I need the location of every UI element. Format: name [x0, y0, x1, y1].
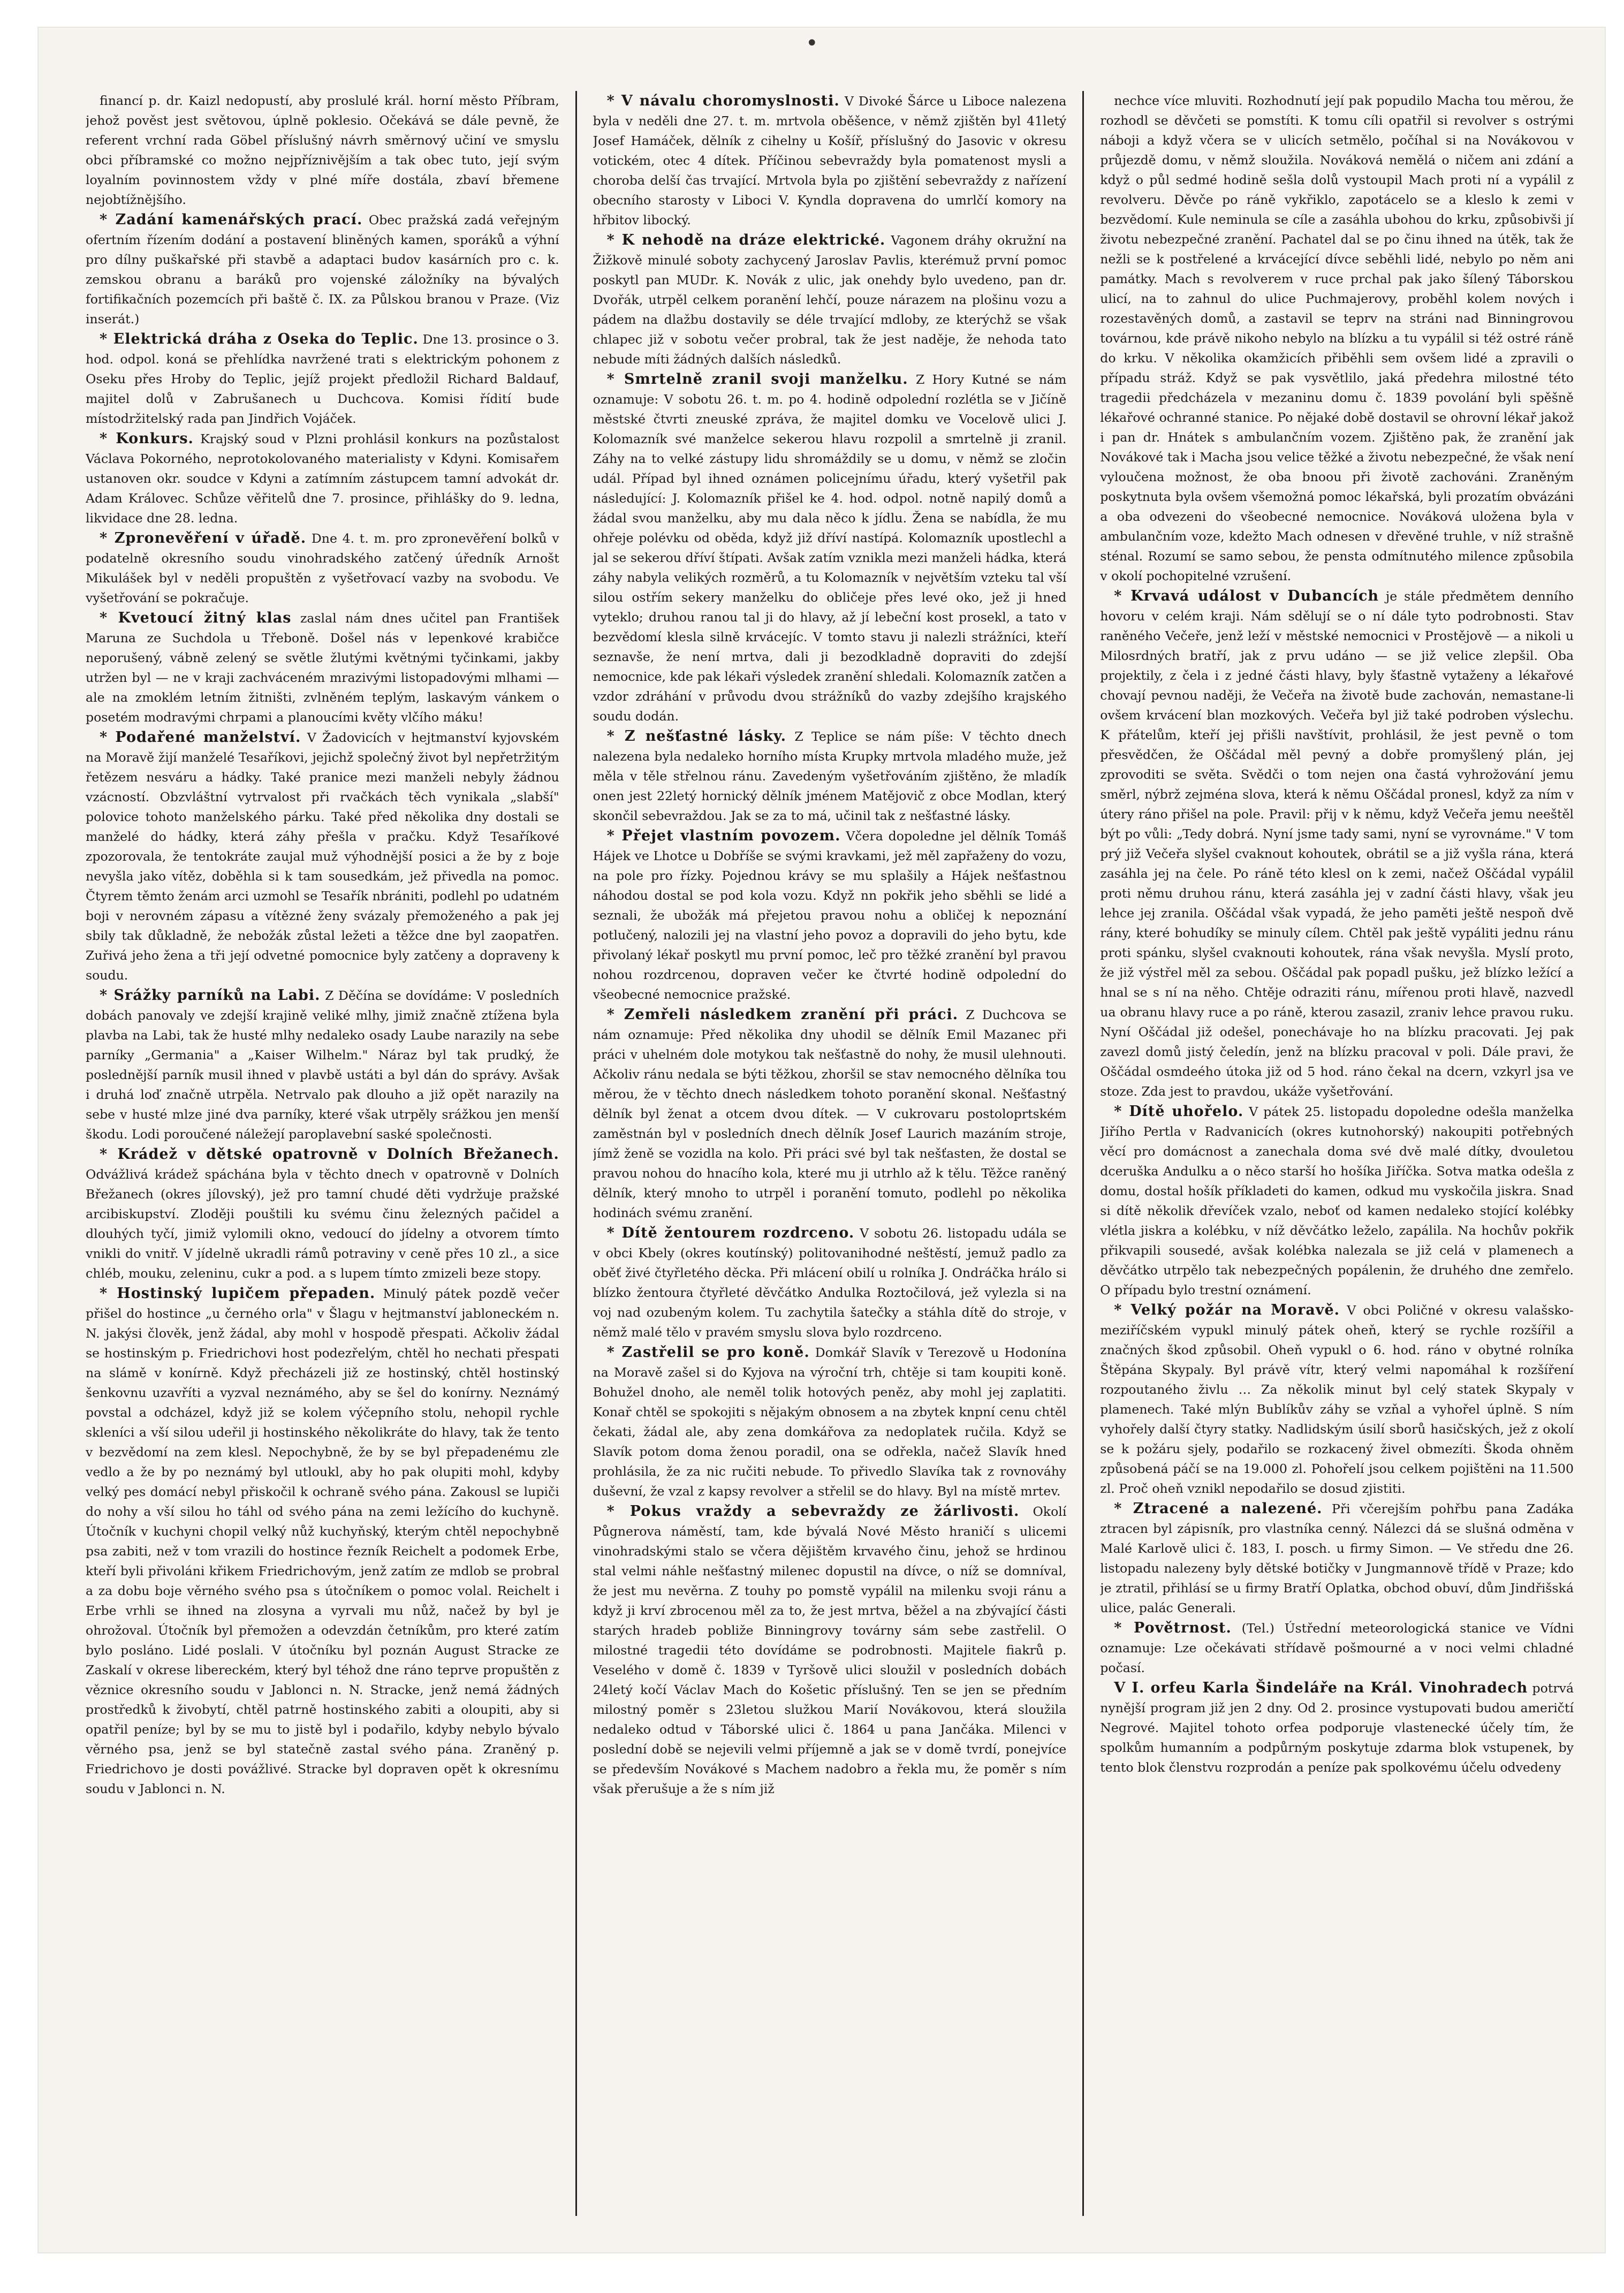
- column-3: [1100, 91, 1574, 2216]
- article-heading: * Smrtelně zranil svoji manželku.: [606, 371, 908, 388]
- article-heading: * Velký požár na Moravě.: [1114, 1302, 1340, 1318]
- article: [1100, 1618, 1574, 1678]
- article: [1100, 1102, 1574, 1300]
- article-text: Domkář Slavík v Terezově u Hodonína na Moravě zašel si do Kyjova na výroční trh, chtěje si tam koupiti koně. Bohužel dnoho, ale neměl tolik hotových peněz, aby mohl jej zaplatiti. Konař chtěl se spokojiti s nějakým obnosem a na zbytek knpní cenu chtěl čekati, žádal ale, aby zena domkářova za nedoplatek ručila. Když se Slavík potom doma ženou poradil, ona se odřekla, načež Slavík hned prohlásila, že za nic ručiti nebude. To přivedlo Slavíka tak z rovnováhy duševní, že vzal z kapsy revolver a střelil se do hlavy. Byl na místě mrtev.: [593, 1345, 1067, 1499]
- article-heading: * Přejet vlastním povozem.: [606, 827, 841, 844]
- article-text: Z Děčína se dovídáme: V posledních dobách panovaly ve zdejší krajině veliké mlhy, jimiž značně ztížena byla plavba na Labi, tak že husté mlhy nedaleko osady Laube narazily na sebe parníky „Germania" a „Kaiser Wilhelm." Náraz byl tak prudký, že poslednější parník musil ihned v plavbě ustáti a byl dán do správy. Avšak i druhá loď značně utrpěla. Netrvalo pak dlouho a již opět narazily na sebe v husté mlze jiné dva parníky, které však utrpěly srážkou jen menší škodu. Lodi poroučené náležejí paroplavební saské společnosti.: [86, 988, 559, 1142]
- article: [86, 1144, 559, 1284]
- article-text: V sobotu 26. listopadu udála se v obci Kbely (okres koutínský) politovanihodné neštěstí, jemuž padlo za oběť živé čtyřletého děcka. Při mlácení obilí u rolníka J. Ondráčka hrálo si blízko žentoura čtyřleté děvčátko Andulka Roztočilová, jež vylezla si na voj nad ozubeným kolem. Tu zachytila šatečky a stáhla dítě do stroje, v němž malé tělo v pravém smyslu slova bylo rozdrceno.: [593, 1226, 1067, 1340]
- article-heading: * Hostinský lupičem přepaden.: [100, 1285, 376, 1302]
- article: [593, 1342, 1067, 1501]
- article: [593, 1223, 1067, 1342]
- article-text: Při včerejším pohřbu pana Zadáka ztracen byl zápisník, pro vlastníka cenný. Nálezci dá se slušná odměna v Malé Karlově ulici č. 183, I. posch. u firmy Simon. — Ve středu dne 26. listopadu nalezeny byly dětské botičky v Jungmannově třídě v Praze; kdo je ztratil, přihlásí se u firmy Bratří Oplatka, obchod obuví, dům Jindřišská ulice, palác Generali.: [1100, 1501, 1574, 1615]
- article-heading: * Povětrnost.: [1114, 1620, 1232, 1636]
- article-heading: V I. orfeu Karla Šindeláře na Král. Vinohradech: [1114, 1680, 1528, 1696]
- article-heading: * Podařené manželství.: [100, 729, 301, 746]
- columns: [86, 91, 1574, 2216]
- article-text: V Divoké Šárce u Liboce nalezena byla v neděli dne 27. t. m. mrtvola oběšence, v němž zjištěn byl 41letý Josef Hamáček, dělník z cihelny u Košíř, příslušný do Jasovic v okresu votickém, otec 4 dítek. Příčinou sebevraždy byla pomatenost mysli a choroba delší čas trvající. Mrtvola byla po zjištění sebevraždy z nařízení obecního starosty v Liboci V. Kyndla dopravena do umrlčí komory na hřbitov libocký.: [593, 94, 1067, 227]
- article-text: Vagonem dráhy okružní na Žižkově minulé soboty zachycený Jaroslav Pavlis, kterémuž první pomoc poskytl pan MUDr. K. Novák z ulic, jak onehdy bylo uvedeno, pan dr. Dvořák, utrpěl celkem poranění lehčí, pouze nárazem na plošinu vozu a pádem na dlažbu dostavily se déle trvající mdloby, ze kterýchž se však chlapec již v sobotu večer probral, tak že jest naděje, že nehoda tato nebude míti žádných dalších následků.: [593, 233, 1067, 367]
- article-text: Dne 13. prosince o 3. hod. odpol. koná se přehlídka navržené trati s elektrickým pohonem z Oseku přes Hroby do Teplic, jejíž projekt předložil Richard Baldauf, majitel dolů v Zabrušanech u Duchcova. Komisi řídití bude místodržitelský rada pan Jindřich Vojáček.: [86, 332, 559, 426]
- article-text: V pátek 25. listopadu dopoledne odešla manželka Jiřího Pertla v Radvanicích (okres kutnohorský) nakoupiti potřebných věcí pro domácnost a zanechala doma své dvě malé dítky, dvouletou dceruška Andulku a o něco starší ho hošíka Jiříčka. Sotva matka odešla z domu, dostal hošík příkladeti do kamen, odkud mu vyskočila jiskra. Snad si dítě několik dřevíček vzalo, neboť od kamen nedaleko stojící kolébky vlétla jiskra a kolébku, v níž děvčátko leželo, zapálila. Na hochův pokřik přikvapili sousedé, avšak kolébka nalezala se již celá v plamenech a děvčátko utrpělo tak nebezpečných popálenin, že druhého dne zemřelo. O případu bylo trestní oznámení.: [1100, 1104, 1574, 1297]
- article: [1100, 91, 1574, 586]
- article-heading: * Dítě žentourem rozdrceno.: [606, 1225, 855, 1241]
- article: [1100, 586, 1574, 1102]
- article-text: Včera dopoledne jel dělník Tomáš Hájek ve Lhotce u Dobříše se svými kravkami, jež měl zapřaženy do vozu, na pole pro řízky. Pojednou krávy se mu splašily a Hájek nešťastnou náhodou dostal se pod kola vozu. Když nn pokřik jeho sběhli se lidé a seznali, že ubožák má přejetou pravou nohu a obličej k nepoznání potlučený, nalozili jej na vlastní jeho povoz a dopravili do jeho bytu, kde přivolaný lékař poskytl mu první pomoc, leč pro těžké zranění byl pravou nohou rozdrcenou, dopraven večer ke čtvrté hodině odpolední do všeobecné nemocnice pražské.: [593, 829, 1067, 1002]
- article-text: Dne 4. t. m. pro zpronevěření bolků v podatelně okresního soudu vinohradského zatčený úředník Arnošt Mikulášek byl v neděli propuštěn z vyšetřovací vazby na svobodu. Ve vyšetřování se pokračuje.: [86, 531, 559, 605]
- column-rule: [575, 91, 577, 2216]
- article-text: financí p. dr. Kaizl nedopustí, aby proslulé král. horní město Příbram, jehož pověst jest světovou, úplně poklesio. Očekává se dále pevně, že referent vrchní rada Göbel příslušný návrh směrnový učiní ve smyslu obci příbramské co možno nejpříznivějším a tak obec tuto, její svým loyalním povinnostem vždy v plné míře dostála, zbaví břemene nejobtížnějšího.: [86, 93, 559, 207]
- article: [593, 1005, 1067, 1223]
- article-text: (Tel.) Ústřední meteorologická stanice ve Vídni oznamuje: Lze očekávati střídavě pošmourné a v noci velmi chladné počasí.: [1100, 1621, 1574, 1675]
- article-text: Krajský soud v Plzni prohlásil konkurs na pozůstalost Václava Pokorného, neprotokolovaného materialisty v Kdyni. Komisařem ustanoven okr. soudce v Kdyni a zatímním zástupcem tamní advokát dr. Adam Královec. Schůze věřitelů dne 7. prosince, přihlášky do 9. ledna, likvidace dne 28. ledna.: [86, 431, 559, 526]
- article-heading: * Srážky parníků na Labi.: [100, 987, 321, 1004]
- article-heading: * V návalu choromyslnosti.: [606, 93, 840, 109]
- article-heading: * Elektrická dráha z Oseka do Teplic.: [100, 331, 419, 347]
- article: [593, 369, 1067, 726]
- article-text: Z Teplice se nám píše: V těchto dnech nalezena byla nedaleko horního místa Krupky mrtvola mladého muže, jež měla v těle střelnou ránu. Zavedeným vyšetřováním zjištěno, že mladík onen jest 22letý hornický dělník jménem Matějovič z obce Modlan, který skončil sebevraždou. Jak se za to má, učinil tak z nešťastné lásky.: [593, 729, 1067, 823]
- article-text: V Žadovicích v hejtmanství kyjovském na Moravě žijí manželé Tesaříkovi, jejichž společný život byl nepřetržitým řetězem nesváru a hádky. Také pranice mezi manželi nebyly žádnou vzácností. Obzvláštní vytrvalost při rvačkách těch vynikala „slabší" polovice tohoto manželského párku. Také před několika dny dostali se manželé do hádky, která záhy přešla v pračku. Když Tesaříkové zpozorovala, že tentokráte zaujal muž výhodnější posici a že by z boje nevyšla jako vítěz, doběhla si k tam sousedkám, jež přivedla na pomoc. Čtyrem těmto ženám arci uzmohl se Tesařík nbrániti, podlehl po udatném boji v nerovném zápasu a vítězné ženy svázaly přemoženého a pak jej sbily tak důkladně, že nebožák zůstal ležeti a těžce dne byl zaopatřen. Zuřivá jeho žena a tři její odvetné pomocnice byly zatčeny a dopraveny k soudu.: [86, 730, 559, 983]
- article-heading: * Konkurs.: [100, 430, 194, 447]
- newspaper-page: [37, 27, 1606, 2253]
- column-1: [86, 91, 559, 2216]
- article-heading: * K nehodě na dráze elektrické.: [606, 232, 886, 248]
- article: [1100, 1300, 1574, 1499]
- article: [86, 1284, 559, 1799]
- article-text: je stále předmětem denního hovoru v celém kraji. Nám sdělují se o ní dále tyto podrobnosti. Stav raněného Večeře, jenž leží v městské nemocnici v Prostějově — a nikoli u Milosrdných bratří, jak z prvu udáno — se již velice zlepšil. Oba projektily, z čela i z jedné části hlavy, byly šťastně vytaženy a lékařové chovají pevnou naději, že Večeřa na životě bude zachován, nemastane-li ovšem krvácení blan mozkových. Večeřa byl již také podroben výslechu. K přátelům, kteří jej přišli navštívit, prohlásil, že jest pevně o tom přesvědčen, že Oščádal měl pevný a dobře promyšlený plán, jej zprovoditi se světa. Svědči o tom nejen ona častá vyhrožování jemu směrl, nýbrž zejména slova, která k němu Oščádal pronesl, když za ním v útery ráno přišel na pole. Pravil: přij v k němu, když Večeřa jemu neeštěl být po vůli: „Tedy dobrá. Nyní jsme tady sami, nyní se vyrovnáme." V tom prý již Večeřa slyšel cvaknout kohoutek, obrátil se a již vyšla rána, která zasáhla jej na čele. Po ráně této klesl on k zemi, načež Oščádal vypálil proti němu druhou ránu, která zasáhla jej v zadní části hlavy, však jeu lehce jej zranila. Oščádal však vypadá, že jeho paměti ještě nespoň dvě rány, které bohudíky se minuly cílem. Chtěl pak ještě vypáliti jednu ránu proti spánku, slyšel cvaknouti kohoutek, rána však nevyšla. Myslí proto, že již výstřel měl za sebou. Oščádal pak popadl pušku, jež blízko ležící a hnal se s ní na něho. Chtěje odraziti ránu, mířenou proti hlavě, nazvedl ua obranu hlavy ruce a po ráně, kterou zasazil, zraniv lehce pravou ruku. Nyní Oščádal již odešel, ponechávaje ho na blízku pracovati. Jej pak zavezl domů jistý čeledín, jenž na blízku pracoval v poli. Dále pravi, že Oščádal osmdeého útoka již od 5 hod. ráno čekal na dcern, vzkyrl jsa ve stoze. Zda jest to pravdou, ukáže vyšetřování.: [1100, 589, 1574, 1099]
- article-text: Odvážlivá krádež spáchána byla v těchto dnech v opatrovně v Dolních Břežanech (okres jílovský), jež pro tamní chudé děti vydržuje pražské arcibiskupství. Zloději pouštili ku svému činu železných pačidel a dlouhých tyčí, jimiž vylomili okno, vedoucí do jídelny a otvorem tímto vnikli do vnitř. V jídelně ukradli rámů potraviny v ceně přes 10 zl., a sice chléb, mouku, zeleninu, cukr a pod. a s lupem tímto zmizeli beze stopy.: [86, 1167, 559, 1281]
- article: [593, 91, 1067, 230]
- article-text: Z Hory Kutné se nám oznamuje: V sobotu 26. t. m. po 4. hodině odpolední rozlétla se v Jičíně městské čtvrti zneuské zpráva, že majitel domku ve Vocelově ulici J. Kolomazník své manželce sekerou hlavu rozpolil a smrtelně ji zranil. Záhy na to velké zástupy lidu shromáždily se u domu, v němž se zločin udál. Případ byl ihned oznámen policejnímu úřadu, který vyšetřil pak následující: J. Kolomazník přišel ke 4. hod. odpol. notně napilý domů a žádal svou manželku, aby mu dala něco k jídlu. Žena se nabídla, že mu ohřeje polévku od oběda, když již dříví nastípá. Kolomazník upostlechl a jal se sekerou dříví štípati. Avšak zatím vznikla mezi manželi hádka, která záhy nabyla velikých rozměrů, a tu Kolomazník v největším vzteku tal vší silou ostřím sekery manželku do obličeje přes levé oko, jež ji hned vyteklo; druhou ranou tal ji do hlavy, až jí lebeční kost prosekl, a tato v bezvědomí klesla silně krvácejíc. V tomto stavu ji nalezli strážníci, kteří seznavše, že není mrtva, dali ji bezodkladně dopraviti do zdejší nemocnice, kde pak lékaři výsledek zranění shledali. Kolomazník zatčen a vzdor zdráhání v průvodu dvou strážníků do vazby zdejšího krajského soudu dodán.: [593, 372, 1067, 724]
- article-text: Minulý pátek pozdě večer přišel do hostince „u černého orla" v Šlagu v hejtmanství jabloneckém n. N. jakýsi člověk, jenž žádal, aby mohl v hospodě přespati. Ačkoliv žádal se hostinským p. Friedrichovi host podezřelým, chtěl ho nechati přespati na slámě v konírně. Když přecházeli již ze hostinský, chtěl hostinský šenkovnu uzavříti a vyzval neznámého, aby se šel do konírny. Neznámý povstal a odcházel, když již se kolem výčepního stolu, nehopil rychle skleníci a vší silou udeřil ji hostinského několikráte do hlavy, tak že tento v bezvědomí na zem klesl. Nepochybně, že by se byl přepadenému zle vedlo a že by po neznámý byl utloukl, aby ho pak olupiti mohl, kdyby velký pes domácí nebyl přiskočil k ochraně svého pána. Zakousl se lupiči do nohy a vší silou ho táhl od svého pána na zemi ležícího do kuchyně. Útočník v kuchyni chopil velký nůž kuchyňský, kterým chtěl nepochybně psa zabiti, než v tom vrazili do hostince řezník Reichelt a podomek Erbe, kteří byli přivoláni křikem Friedrichovým, jenž zatím ze mdlob se probral a za dobu boje věrného svého psa s útočníkem o pomoc volal. Reichelt i Erbe vrhli se ihned na zlosyna a vyrvali mu nůž, načež by byl je ohrožoval. Útočník byl přemožen a odevzdán četníkům, pro které zatím bylo posláno. Lidé poslali. V útočníku byl poznán August Stracke ze Zaskalí v okrese libereckém, který byl téhož dne ráno teprve propuštěn z věznice okresního soudu v Jablonci n. N. Stracke, jenž nemá žádných prostředků k živobytí, chtěl patrně hostinského zabiti a oloupiti, aby si opatřil peníze; byl by se mu to jistě byl i podařilo, kdyby nebylo bývalo věrného psa, jenž se byl statečně zastal svého pána. Zraněný p. Friedrichovo je dosti povážlivé. Stracke byl dopraven opět k okresnímu soudu v Jablonci n. N.: [86, 1286, 559, 1796]
- article-text: nechce více mluviti. Rozhodnutí její pak popudilo Macha tou měrou, že rozhodl se děvčeti se pomstíti. K tomu cíli opatřil si revolver s ostrými náboji a když včera se v ulicích setmělo, počíhal si na Novákovou v průjezdě domu, v němž sloužila. Nováková nemělá o ničem ani zdání a když o půl sedmé hodině sešla dolů vystoupil Mach proti ní a vypálil z revolveru. Děvče po ráně vykřiklo, zapotácelo se a kleslo k zemi v bezvědomí. Kule neminula se cíle a zasáhla ubohou do krku, způsobivši jí životu nebezpečné zranění. Pachatel dal se po činu ihned na útěk, tak že nežli se k postřelené a krvácející dívce seběhli lidé, nebylo po něm ani památky. Mach s revolverem v ruce prchal pak jako šílený Táborskou ulicí, na to zahnul do ulice Puchmajerovy, proběhl kolem nových i rozestavěných domů, a zastavil se teprv na stráni nad Binningrovou továrnou, kde právě nikoho nebylo na blízku a tu vypálil si též ostré ráně do krku. V několika okamžicích přiběhli sem ovšem lidé a zpravili o případu stráž. Když se pak vysvětlilo, jaká předehra milostné této tragedii předcházela v mezaninu domu č. 1839 povolání byli spěšně lékařové ochranné stanice. Po nějaké době dostavil se ohrovní lékař jakož i pan dr. Hnátek s ambulančním vozem. Zjištěno pak, že zranění jak Novákové tak i Macha jsou velice těžké a životu nebezpečné, že však není vyloučena možnost, že oba bnoou při životě zachováni. Zraněným poskytnuta byla ovšem všemožná pomoc lékařská, byli prozatím obvázáni a oba odvezeni do všeobecné nemocnice. Nováková uložena byla v ambulančním voze, kdežto Mach odnesen v dřevěné truhle, v níž strašně sténal. Rozumí se samo sebou, že pensta odmítnutého milence způsobila v okolí pochopitelné vzrušení.: [1100, 93, 1574, 583]
- article-text: zaslal nám dnes učitel pan František Maruna ze Suchdola u Třeboně. Došel nás v lepenkové krabičce neporušený, vábně zelený se světle žlutými květnými tyčinkami, jakby utržen byl — ne v kraji zachváceném mrazivými listopadovými mlhami — ale na zmoklém letním žitništi, zvlněném teplým, laskavým vánkem o posetém modravými chrpami a planoucími květy vlčího máku!: [86, 611, 559, 725]
- article: [86, 727, 559, 985]
- article: [86, 528, 559, 608]
- article-text: V obci Poličné v okresu valašsko-meziříčském vypukl minulý pátek oheň, který se rychle rozšířil a značných škod způsobil. Oheň vypukl o 6. hod. ráno v obytné rolníka Štěpána Skypaly. Byl právě vítr, který velmi napomáhal k rozšíření rozpoutaného živlu … Za několik minut byl celý statek Skypaly v plamenech. Také mlýn Bublíkův záhy se vzňal a vyhořel úplně. S ním vyhořely další čtyry statky. Nadlidským úsilí sborů hasičských, jež z okolí se k požáru sjely, podařilo se rozkacený živel obmezíti. Škoda ohněm způsobená páčí se na 19.000 zl. Pohořelí jsou celkem pojištěni na 11.500 zl. Proč oheň vznikl nepodařilo se dosud zjistiti.: [1100, 1303, 1574, 1496]
- article-heading: * Zemřeli následkem zranění při práci.: [606, 1006, 959, 1023]
- article-heading: * Pokus vraždy a sebevraždy ze žárlivosti.: [606, 1503, 1020, 1520]
- article-heading: * Z nešťastné lásky.: [606, 728, 787, 745]
- article: [86, 429, 559, 528]
- column-rule: [1082, 91, 1084, 2216]
- article: [593, 826, 1067, 1005]
- article-heading: * Krvavá událost v Dubancích: [1114, 588, 1379, 604]
- article: [86, 985, 559, 1144]
- page-speck: •: [806, 31, 818, 56]
- article: [86, 608, 559, 727]
- article-heading: * Zpronevěření v úřadě.: [100, 530, 307, 546]
- article-heading: * Kvetoucí žitný klas: [100, 610, 292, 626]
- article-heading: * Zastřelil se pro koně.: [606, 1344, 810, 1361]
- article-heading: * Zadání kamenářských prací.: [100, 211, 363, 228]
- article-text: Z Duchcova se nám oznamuje: Před několika dny uhodil se dělník Emil Mazanec při práci v uhelném dole motykou tak nešťastně do nohy, že musil ulehnouti. Ačkoliv ránu nedala se býti těžkou, zhoršil se stav nemocného dělníka tou měrou, že v těchto dnech následkem tohoto poranění skonal. Nešťastný dělník byl ženat a otcem dvou dítek. — V cukrovaru postoloprtském zaměstnán byl v posledních dnech dělník Josef Laurich mazáním stroje, jímž ženě se vozidla na kolo. Při práci své byl tak nešťasten, že dostal se pravou nohou do hnacího kola, které mu ji utrhlo až k tělu. Těžce raněný dělník, který mnoho to utrpěl i poranění tomuto, podlehl po několika hodinách svému zranění.: [593, 1007, 1067, 1220]
- article-heading: * Krádež v dětské opatrovně v Dolních Břežanech.: [100, 1146, 559, 1163]
- article: [593, 1501, 1067, 1799]
- article: [593, 230, 1067, 369]
- article: [593, 726, 1067, 826]
- article-text: Okolí Půgnerova náměstí, tam, kde bývalá Nové Město hraničí s ulicemi vinohradskými stalo se včera dějištěm krvavého činu, jehož se hrdinou stal velmi náhle nešťastný milenec dopustil na dívce, o níž se domníval, že jest mu nevěrna. Z touhy po pomstě vypálil na milenku svoji ránu a když ji krví zbrocenou měl za to, že jest mrtva, běžel a na zbývající části starých hradeb pobliže Binningrovy továrny sám sebe zastřelil. O milostné tragedii této dovídáme se podrobnosti. Majitele fiakrů p. Veselého v domě č. 1839 v Tyršově ulici sloužil v posledních dobách 24letý kočí Václav Mach do Košetic příslušný. Ten se jen se předním milostný poměr s 23letou služkou Marií Novákovou, která sloužila nedaleko odtud v Táborské ulici č. 1864 u pana Jančáka. Milenci v poslední době se nejevili velmi příjemně a jak se v domě tvrdí, ponejvíce se především Novákové s Machem nadobro a řekla mu, že poměr s ním však přerušuje a že s ním již: [593, 1504, 1067, 1796]
- article: [86, 91, 559, 210]
- column-2: [593, 91, 1067, 2216]
- article: [86, 329, 559, 429]
- article-text: Obec pražská zadá veřejným ofertním řízením dodání a postavení bliněných kamen, sporáků a výhní pro dílny puškařské při stavbě a adaptaci budov kasárních pro c. k. zemskou obranu a baráků pro vojenské záložníky na bývalých fortifikačních pozemcích při baště č. IX. za Půlskou branou v Praze. (Viz inserát.): [86, 212, 559, 327]
- article: [86, 210, 559, 329]
- article: [1100, 1499, 1574, 1618]
- article-heading: * Dítě uhořelo.: [1114, 1103, 1244, 1120]
- article: [1100, 1678, 1574, 1778]
- article-text: potrvá nynější program již jen 2 dny. Od 2. prosince vystupovati budou američtí Negrové. Majitel tohoto orfea podporuje vlastenecké účely tím, že spolkům humanním a podpůrným poskytuje zdarma blok vstupenek, by tento blok členstvu rozprodán a peníze pak spolkovému účelu odvedeny: [1100, 1681, 1574, 1775]
- article-heading: * Ztracené a nalezené.: [1114, 1500, 1323, 1517]
